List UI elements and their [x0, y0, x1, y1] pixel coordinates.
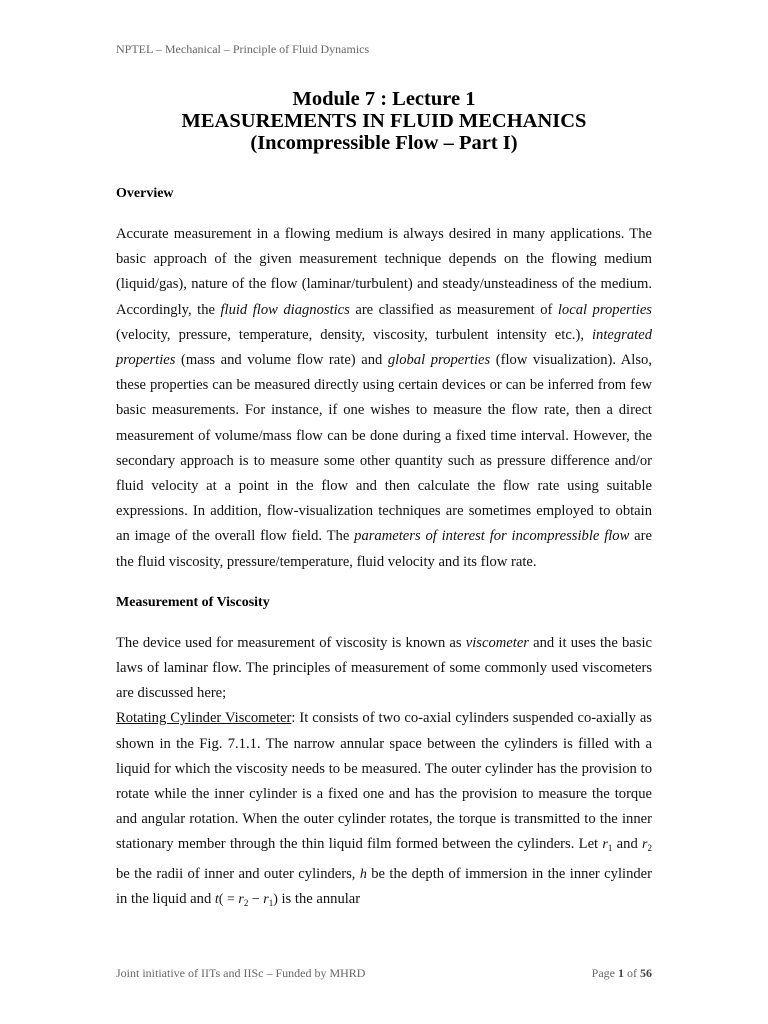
math-h: h — [359, 866, 367, 882]
text-run: is the annular — [277, 890, 361, 907]
math-subscript: 2 — [647, 843, 652, 854]
total-pages: 56 — [640, 966, 652, 980]
emphasis-fluid-flow-diagnostics: fluid flow diagnostics — [220, 301, 350, 318]
lecture-subtitle: (Incompressible Flow – Part I) — [250, 132, 518, 154]
math-subscript: 1 — [268, 897, 274, 908]
viscosity-intro-paragraph — [116, 631, 652, 707]
overview-paragraph — [116, 222, 652, 575]
emphasis-global-properties: global properties — [387, 352, 491, 369]
math-operator: = — [223, 891, 239, 907]
text-run: and — [612, 836, 643, 853]
viscosity-heading: Measurement of Viscosity — [116, 594, 270, 610]
text-run: are the fluid viscosity, pressure/temperature, fluid velocity and its flow rate. — [116, 528, 652, 570]
overview-heading: Overview — [116, 186, 174, 201]
footer-credit: Joint initiative of IITs and IISc – Funded by MHRD — [116, 966, 366, 980]
text-run: (velocity, pressure, temperature, density, viscosity, turbulent intensity etc.), — [116, 326, 592, 343]
text-run: (flow visualization). Also, these properties can be measured directly using certain devices or can be inferred from few basic measurements. For instance, if one wishes to measure the flow rate, then a direct measurement of volume/mass flow can be done during a fixed time interval. However, the secondary approach is to measure some other quantity such as pressure difference and/or fluid velocity at a point in the flow and then calculate the flow rate using suitable expressions. In addition, flow-visualization techniques are sometimes employed to obtain an image of the overall flow field. The — [116, 352, 652, 545]
text-run: and it uses the basic laws of laminar flow. The principles of measurement of some commonly used viscometers are discussed here; — [116, 634, 652, 702]
emphasis-integrated-properties: integrated properties — [116, 326, 652, 369]
text-run: The device used for measurement of viscosity is known as — [116, 634, 466, 651]
math-r1 — [602, 837, 612, 852]
running-header: NPTEL – Mechanical – Principle of Fluid Dynamics — [116, 42, 370, 56]
page-number — [592, 966, 652, 981]
rotating-cylinder-viscometer-term: Rotating Cylinder Viscometer — [116, 710, 292, 727]
math-annular-gap-formula — [215, 892, 278, 907]
text-run: : It consists of two co-axial cylinders suspended co-axially as shown in the Fig. 7.1.1. The narrow annular space between the cylinders is filled with a liquid for which the viscosity needs to be measured. The outer cylinder has the provision to rotate while the inner cylinder is a fixed one and has the provision to measure the torque and angular rotation. When the outer cylinder rotates, the torque is transmitted to the inner stationary member through the thin liquid film formed between the cylinders. Let — [116, 710, 652, 853]
math-r2 — [642, 837, 652, 852]
rotating-cylinder-paragraph — [116, 706, 652, 916]
page-label: Page — [591, 966, 618, 980]
text-run: (mass and volume flow rate) and — [175, 352, 388, 369]
text-run: be the depth of immersion in the inner cylinder in the liquid and — [116, 865, 652, 907]
math-paren: ) — [273, 891, 278, 907]
math-symbol: r — [238, 891, 244, 907]
math-operator: − — [248, 891, 264, 907]
math-paren: ( — [218, 891, 224, 907]
math-subscript: 1 — [607, 843, 613, 854]
emphasis-viscometer: viscometer — [465, 634, 529, 651]
module-title: Module 7 : Lecture 1 — [292, 88, 476, 110]
current-page: 1 — [618, 966, 624, 980]
text-run: Accurate measurement in a flowing medium is always desired in many applications. The basic approach of the given measurement technique depends on the flowing medium (liquid/gas), nature of the flow (laminar/turbulent) and steady/unsteadiness of the medium. Accordingly, the — [116, 226, 652, 318]
math-subscript: 2 — [243, 897, 249, 908]
emphasis-local-properties: local properties — [557, 301, 652, 318]
of-label: of — [624, 966, 640, 980]
text-run: be the radii of inner and outer cylinders, — [116, 865, 360, 882]
emphasis-parameters-of-interest: parameters of interest for incompressible flow — [354, 528, 630, 545]
math-symbol: r — [642, 837, 648, 853]
math-symbol: t — [214, 891, 219, 907]
math-symbol: r — [602, 837, 608, 853]
body-content — [116, 184, 652, 916]
lecture-title: MEASUREMENTS IN FLUID MECHANICS — [181, 110, 587, 132]
text-run: are classified as measurement of — [349, 301, 558, 318]
title-block — [0, 88, 768, 154]
math-symbol: r — [263, 891, 269, 907]
